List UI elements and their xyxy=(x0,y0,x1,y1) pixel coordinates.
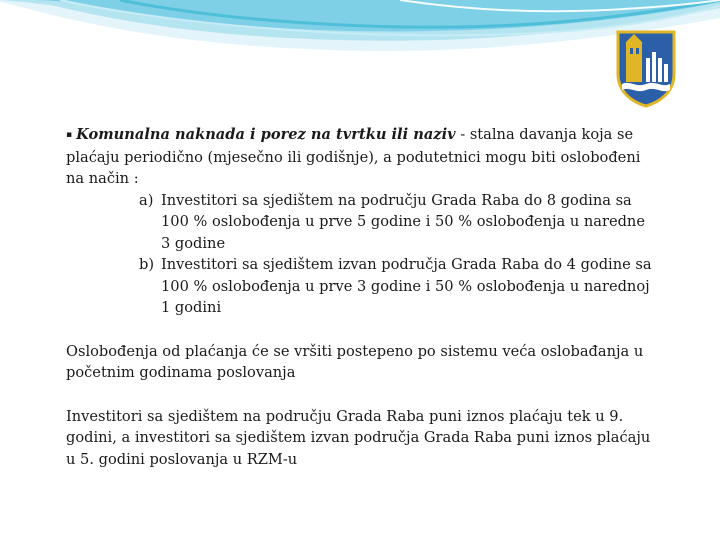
main-content xyxy=(66,124,656,470)
list-item-text: Investitori sa sjedištem na području Grada Raba do 8 godina sa 100 % oslobođenja u prve 5 godine i 50 % oslobođenja u naredne 3 godine xyxy=(161,191,645,252)
paragraph-utility-fee xyxy=(66,124,656,319)
section-title: Komunalna naknada i porez na tvrtku ili naziv xyxy=(76,126,456,143)
bullet-icon: ▪ xyxy=(66,130,73,140)
list-marker: a) xyxy=(139,191,154,209)
list-item-text: Investitori sa sjedištem izvan područja Grada Raba do 4 godine sa 100 % oslobođenja u prve 3 godine i 50 % oslobođenja u narednoj 1 godini xyxy=(161,256,652,316)
list-item xyxy=(66,254,656,319)
paragraph-gradual-exemption: Oslobođenja od plaćanja će se vršiti postepeno po sistemu veća oslobađanja u početnim godinama poslovanja xyxy=(66,342,644,381)
exemption-list xyxy=(66,190,656,319)
paragraph-full-payment: Investitori sa sjedištem na području Grada Raba puni iznos plaćaju tek u 9. godini, a investitori sa sjedištem izvan područja Grada Raba puni iznos plaćaju u 5. godini poslovanja u RZM-u xyxy=(66,407,651,468)
header-wave-decoration xyxy=(0,0,720,130)
list-item xyxy=(66,190,656,255)
coat-of-arms-icon xyxy=(614,28,678,108)
section-intro-text: - stalna davanja koja se plaćaju periodično (mjesečno ili godišnje), a podutetnici mogu biti oslobođeni na način : xyxy=(66,126,641,187)
list-marker: b) xyxy=(139,256,155,273)
